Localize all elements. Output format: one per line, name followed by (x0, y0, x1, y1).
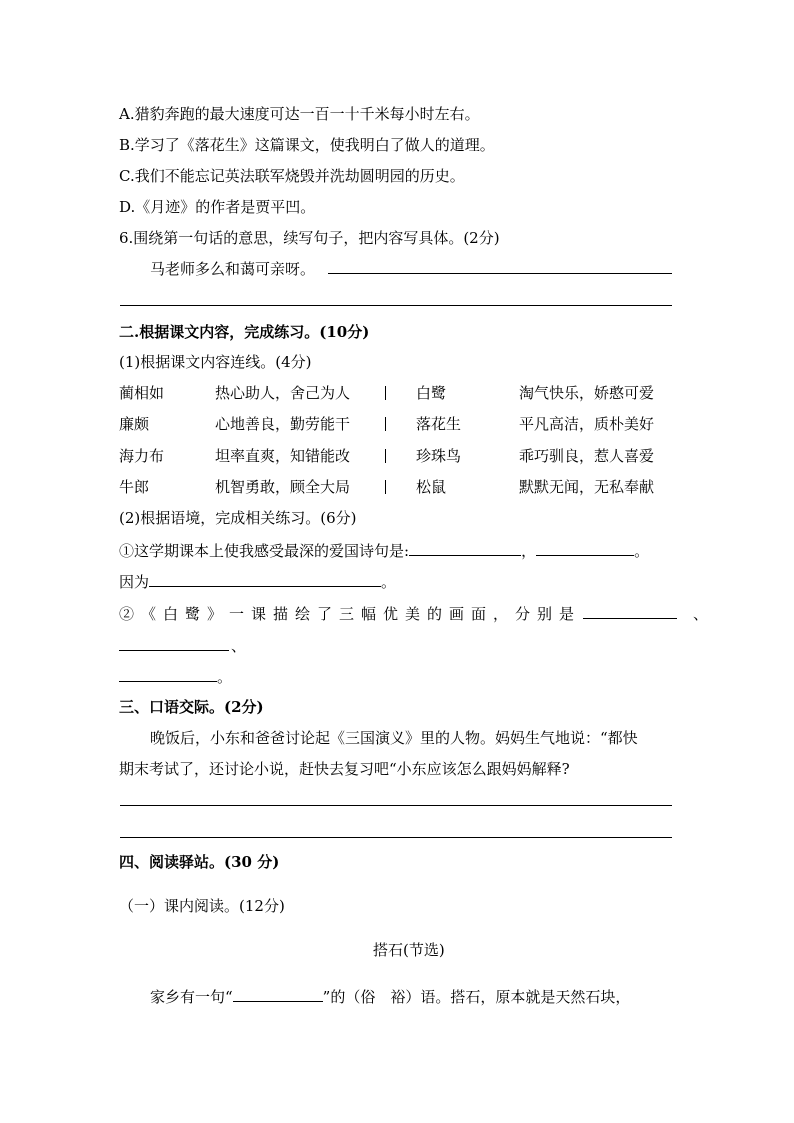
lesson-description[interactable]: 平凡高洁，质朴美好 (519, 415, 655, 433)
egret-end: 。 (217, 668, 233, 686)
egret-blank-2[interactable] (119, 635, 229, 651)
passage-paragraph-1 (150, 986, 630, 1007)
option-b: B.学习了《落花生》这篇课文，使我明白了做人的道理。 (119, 136, 495, 154)
lesson-title[interactable]: 松鼠 (416, 478, 447, 496)
lesson-description[interactable]: 默默无闻，无私奉献 (519, 478, 655, 496)
poem-comma: ， (521, 542, 537, 560)
character-name[interactable]: 廉颇 (119, 415, 150, 433)
section2-part2: (2)根据语境，完成相关练习。(6分) (119, 509, 357, 527)
section4-title: 四、阅读驿站。(30 分) (119, 853, 280, 871)
section2-part1: (1)根据课文内容连线。(4分) (119, 353, 312, 371)
egret-sep-2: 、 (231, 637, 247, 655)
section3-paragraph-2: 期末考试了，还讨论小说，赶快去复习吧“小东应该怎么跟妈妈解释? (119, 760, 570, 778)
egret-sep-1: 、 (693, 605, 709, 623)
egret-question (119, 603, 708, 624)
option-c: C.我们不能忘记英法联军烧毁并洗劫圆明园的历史。 (119, 167, 465, 185)
column-divider (385, 449, 386, 463)
section3-answer-line-1[interactable] (120, 805, 672, 806)
option-a: A.猎豹奔跑的最大速度可达一百一十千米每小时左右。 (119, 105, 480, 123)
character-name[interactable]: 海力布 (119, 447, 165, 465)
passage-text-end: ”的（俗 裕）语。搭石，原本就是天然石块， (322, 988, 631, 1006)
column-divider (385, 386, 386, 400)
egret-question-end (119, 666, 232, 687)
poem-end: 。 (634, 542, 650, 560)
lesson-description[interactable]: 淘气快乐，娇憨可爱 (519, 384, 655, 402)
character-trait[interactable]: 热心助人，舍己为人 (215, 384, 351, 402)
egret-question-text: ②《白鹭》一课描绘了三幅优美的画面，分别是 (119, 605, 582, 623)
egret-question-cont (119, 635, 246, 656)
poem-blank-1[interactable] (409, 540, 521, 556)
poem-reason (119, 571, 396, 592)
character-name[interactable]: 蔺相如 (119, 384, 165, 402)
section4-subtitle: （一）课内阅读。(12分) (119, 897, 285, 915)
column-divider (385, 480, 386, 494)
q6-answer-line-1[interactable] (328, 273, 672, 274)
q6-lead: 马老师多么和蔼可亲呀。 (150, 260, 316, 278)
character-name[interactable]: 牛郎 (119, 478, 150, 496)
character-trait[interactable]: 坦率直爽，知错能改 (215, 447, 351, 465)
section3-paragraph-1: 晚饭后，小东和爸爸讨论起《三国演义》里的人物。妈妈生气地说：“都快 (150, 729, 638, 747)
passage-title: 搭石(节选) (373, 941, 445, 959)
section3-title: 三、口语交际。(2分) (119, 698, 264, 716)
egret-blank-1[interactable] (583, 603, 677, 619)
section3-answer-line-2[interactable] (120, 837, 672, 838)
section2-title: 二.根据课文内容，完成练习。(10分) (119, 323, 370, 341)
lesson-description[interactable]: 乖巧驯良，惹人喜爱 (519, 447, 655, 465)
poem-question-text: ①这学期课本上使我感受最深的爱国诗句是: (119, 542, 410, 560)
poem-blank-2[interactable] (536, 540, 634, 556)
passage-text-start: 家乡有一句“ (150, 988, 233, 1006)
poem-question (119, 540, 649, 561)
poem-reason-label: 因为 (119, 573, 150, 591)
q6-answer-line-2[interactable] (120, 305, 672, 306)
poem-reason-blank[interactable] (149, 571, 381, 587)
option-d: D.《月迹》的作者是贾平凹。 (119, 198, 316, 216)
q6-title: 6.围绕第一句话的意思，续写句子，把内容写具体。(2分) (119, 229, 500, 247)
egret-blank-3[interactable] (119, 666, 217, 682)
poem-reason-end: 。 (381, 573, 397, 591)
lesson-title[interactable]: 白鹭 (416, 384, 447, 402)
character-trait[interactable]: 机智勇敢，顾全大局 (215, 478, 351, 496)
lesson-title[interactable]: 珍珠鸟 (416, 447, 462, 465)
column-divider (385, 417, 386, 431)
lesson-title[interactable]: 落花生 (416, 415, 462, 433)
character-trait[interactable]: 心地善良，勤劳能干 (215, 415, 351, 433)
proverb-blank[interactable] (233, 986, 323, 1002)
